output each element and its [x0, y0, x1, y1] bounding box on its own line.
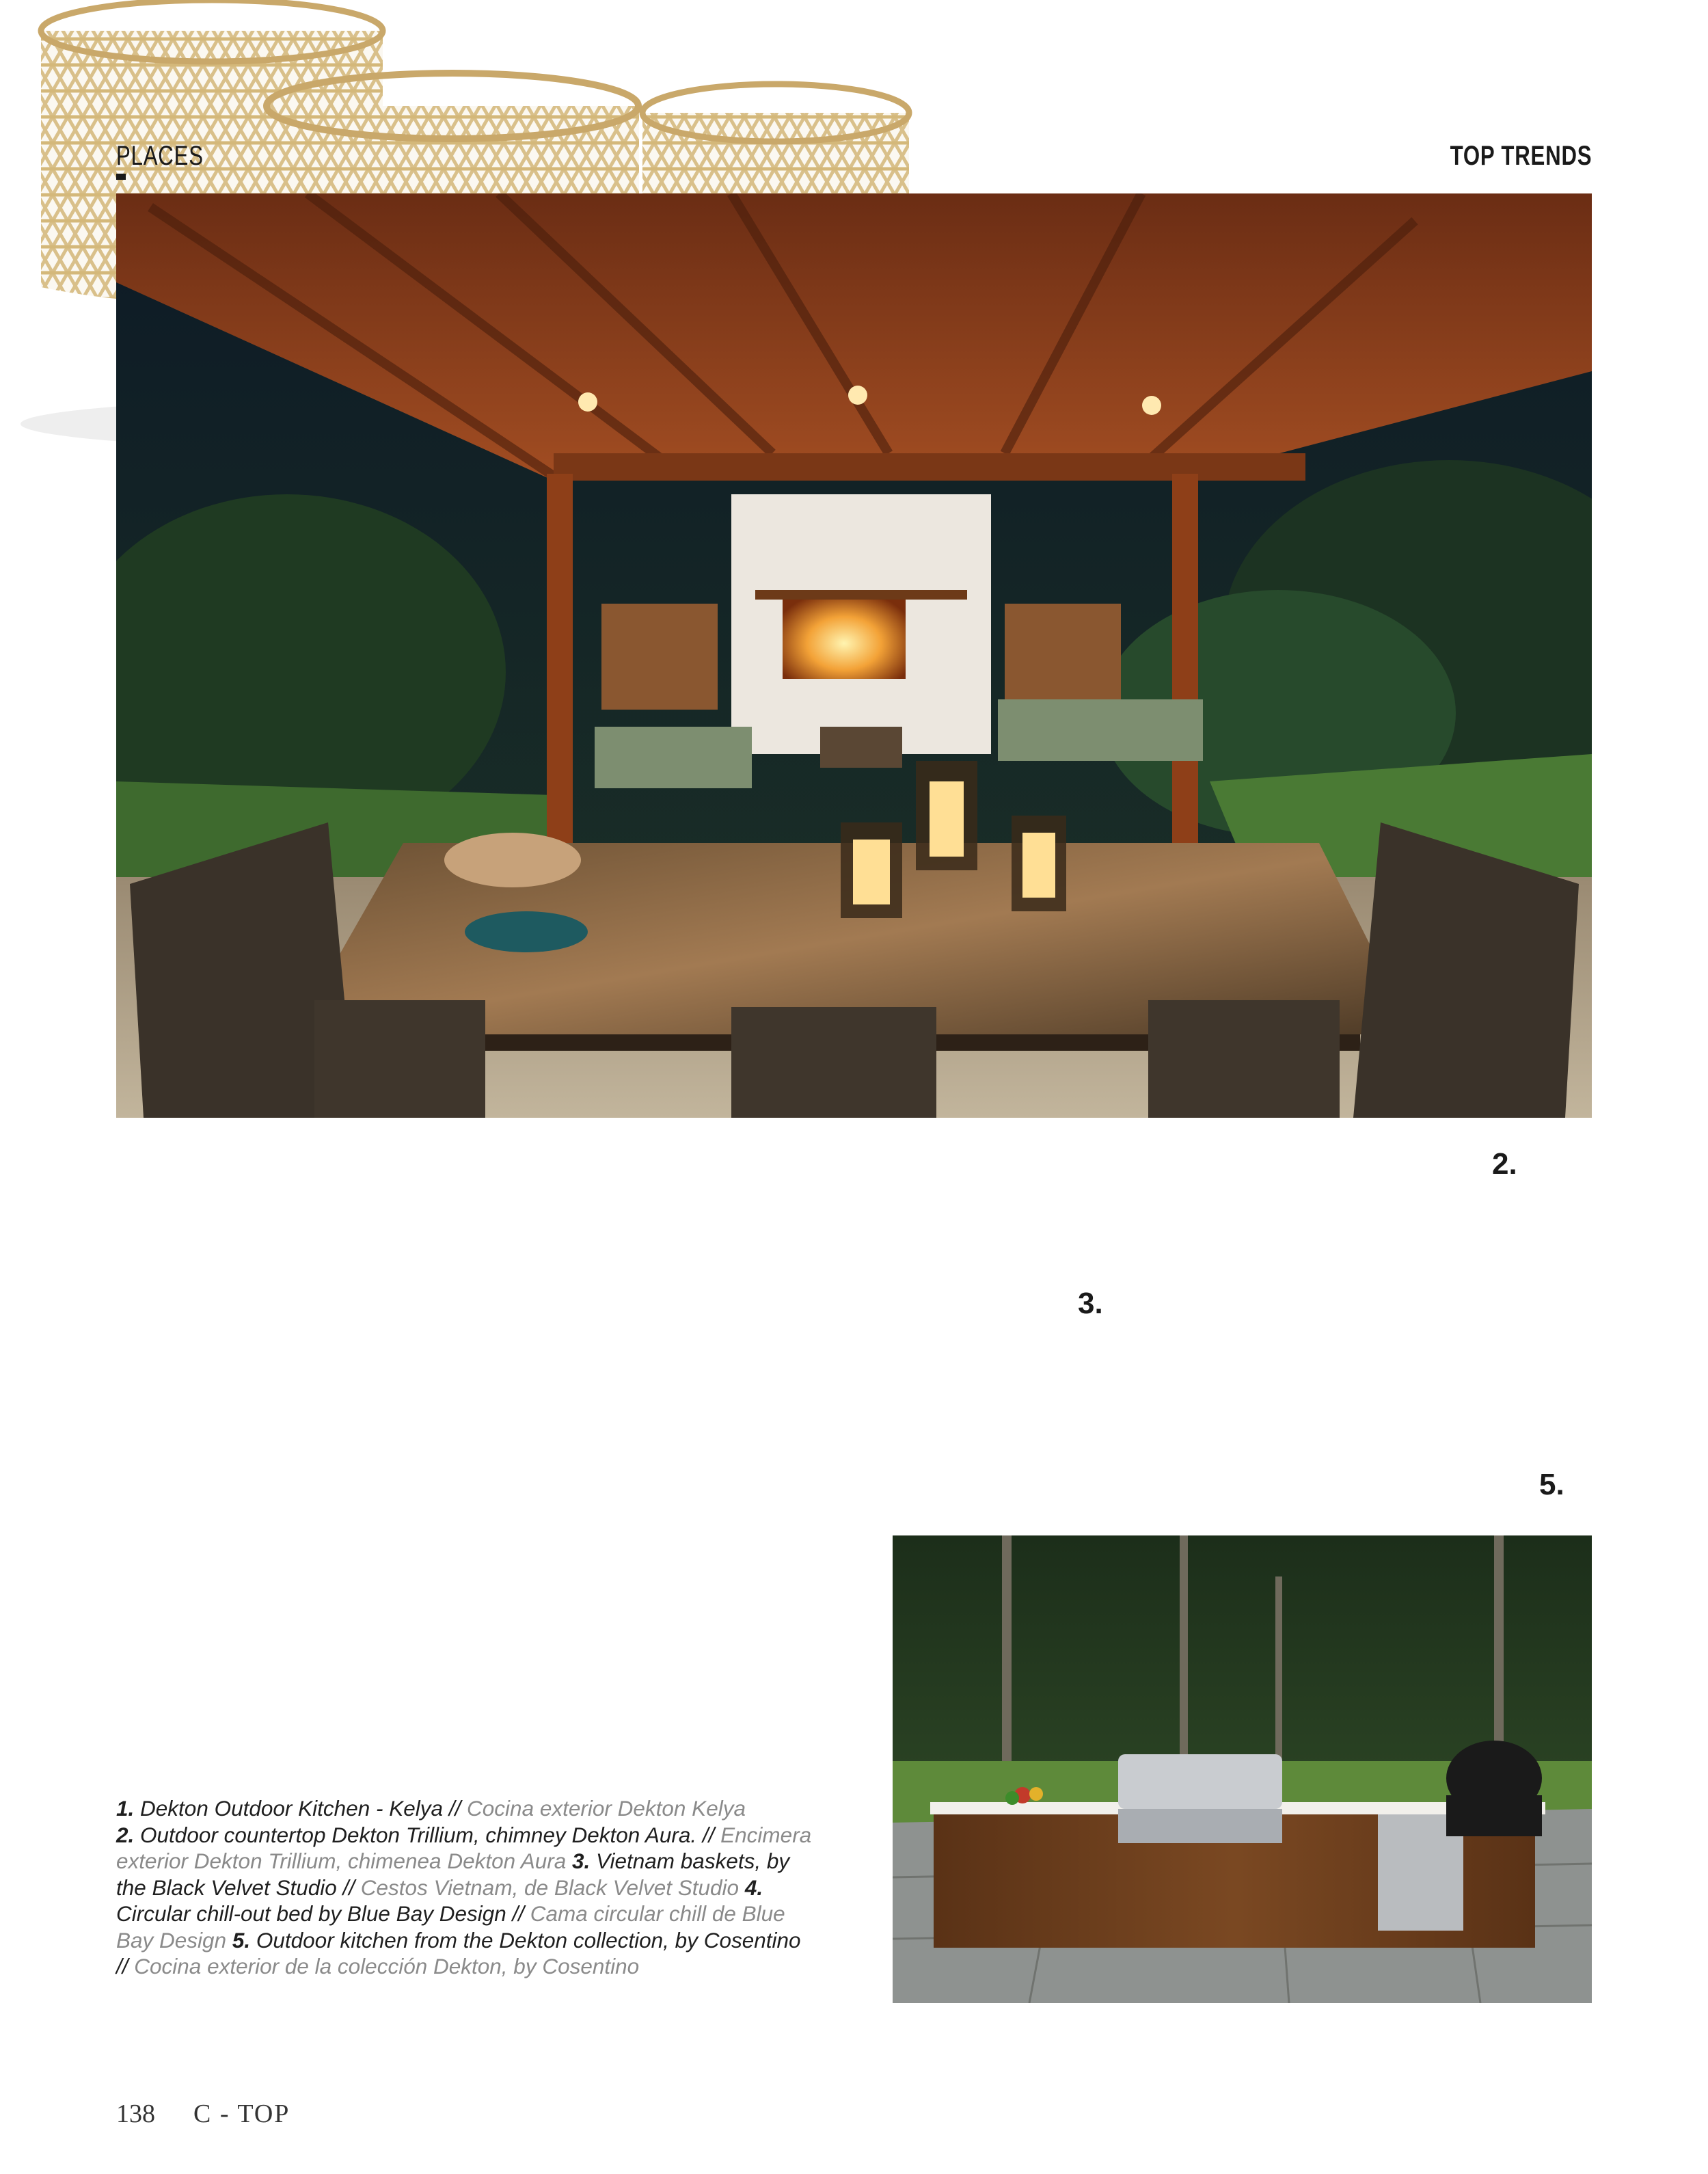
section-label: PLACES	[116, 141, 204, 171]
caption-text-en: Outdoor kitchen from the Dekton collection, by Cosentino //	[116, 1927, 801, 1978]
caption-text-es: Cocina exterior de la colección Dekton, by Cosentino	[134, 1954, 640, 1978]
caption-number: 5.	[232, 1927, 251, 1952]
photo-outdoor-kitchen	[893, 1535, 1592, 2003]
magazine-name: C - TOP	[193, 2099, 290, 2128]
caption-text-en: Circular chill-out bed by Blue Bay Design //	[116, 1901, 530, 1926]
caption-item-1	[116, 1796, 746, 1821]
caption-text-en: Vietnam baskets, by the Black Velvet Studio //	[116, 1849, 790, 1900]
caption-text-es: Cestos Vietnam, de Black Velvet Studio	[360, 1875, 745, 1900]
figure-number-3: 3.	[1078, 1287, 1103, 1320]
caption-text-es: Cama circular chill de Blue Bay Design	[116, 1901, 785, 1952]
caption-number: 2.	[116, 1822, 135, 1847]
figure-number-5: 5.	[1539, 1468, 1564, 1501]
caption-number: 3.	[572, 1849, 591, 1873]
caption-number: 1.	[116, 1796, 135, 1821]
hero-photo-outdoor-pavilion	[116, 193, 1592, 1118]
section-marker	[116, 174, 126, 180]
page-number: 138	[116, 2099, 155, 2128]
caption-text-es: Encimera exterior Dekton Trillium, chimenea Dekton Aura	[116, 1822, 812, 1873]
caption-text-en: Outdoor countertop Dekton Trillium, chimney Dekton Aura. //	[134, 1822, 721, 1847]
category-label: TOP TRENDS	[1450, 141, 1592, 171]
figure-number-2: 2.	[1492, 1147, 1517, 1181]
caption-number: 4.	[744, 1875, 763, 1900]
photo-caption	[116, 1795, 813, 1980]
caption-text-es: Cocina exterior Dekton Kelya	[467, 1796, 746, 1821]
caption-text-en: Dekton Outdoor Kitchen - Kelya //	[134, 1796, 467, 1821]
